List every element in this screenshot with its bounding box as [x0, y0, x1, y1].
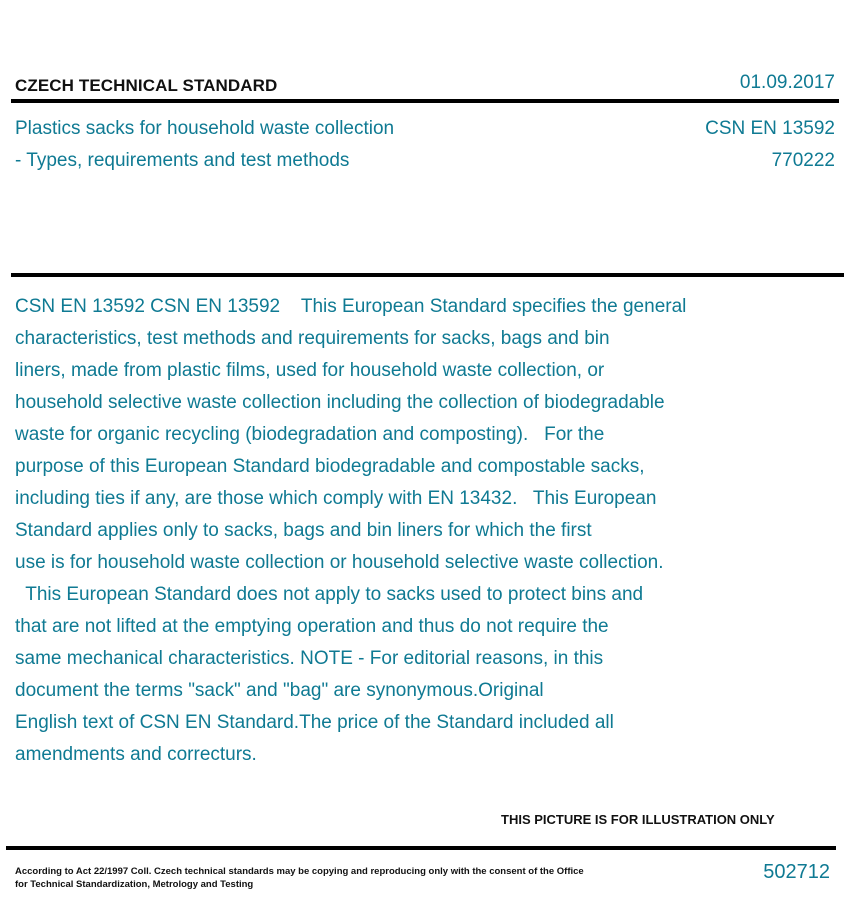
- description-line: amendments and correcturs.: [15, 744, 257, 765]
- publication-date: 01.09.2017: [739, 72, 835, 93]
- description-line: waste for organic recycling (biodegradation and composting). For the: [15, 424, 605, 445]
- description-line: document the terms "sack" and "bag" are synonymous.Original: [15, 680, 544, 701]
- legal-notice-line-1: According to Act 22/1997 Coll. Czech technical standards may be copying and reproducing only with the consent of the Office: [15, 866, 584, 877]
- standard-title-line-1: Plastics sacks for household waste collection: [15, 118, 395, 139]
- description-line: characteristics, test methods and requirements for sacks, bags and bin: [15, 328, 610, 349]
- document-header-title: CZECH TECHNICAL STANDARD: [15, 76, 278, 95]
- standard-description: [15, 291, 815, 771]
- description-line: purpose of this European Standard biodegradable and compostable sacks,: [15, 456, 645, 477]
- description-line: English text of CSN EN Standard.The price of the Standard included all: [15, 712, 614, 733]
- illustration-disclaimer: THIS PICTURE IS FOR ILLUSTRATION ONLY: [501, 812, 775, 827]
- description-line: use is for household waste collection or household selective waste collection.: [15, 552, 664, 573]
- description-line: that are not lifted at the emptying operation and thus do not require the: [15, 616, 609, 637]
- description-line: This European Standard does not apply to sacks used to protect bins and: [15, 584, 644, 605]
- description-line: CSN EN 13592 CSN EN 13592 This European Standard specifies the general: [15, 296, 687, 317]
- document-number: 502712: [763, 861, 830, 883]
- description-line: household selective waste collection including the collection of biodegradable: [15, 392, 665, 413]
- description-line: liners, made from plastic films, used for household waste collection, or: [15, 360, 605, 381]
- description-line: same mechanical characteristics. NOTE - For editorial reasons, in this: [15, 648, 604, 669]
- description-line: including ties if any, are those which comply with EN 13432. This European: [15, 488, 657, 509]
- description-line: Standard applies only to sacks, bags and bin liners for which the first: [15, 520, 592, 541]
- section-divider: [11, 273, 844, 277]
- standard-title-line-2: - Types, requirements and test methods: [15, 150, 350, 171]
- footer-divider: [6, 846, 836, 850]
- legal-notice: [15, 865, 615, 891]
- header-divider: [11, 99, 839, 103]
- legal-notice-line-2: for Technical Standardization, Metrology and Testing: [15, 879, 254, 890]
- classification-number: 770222: [771, 150, 835, 171]
- standard-code: CSN EN 13592: [705, 118, 835, 139]
